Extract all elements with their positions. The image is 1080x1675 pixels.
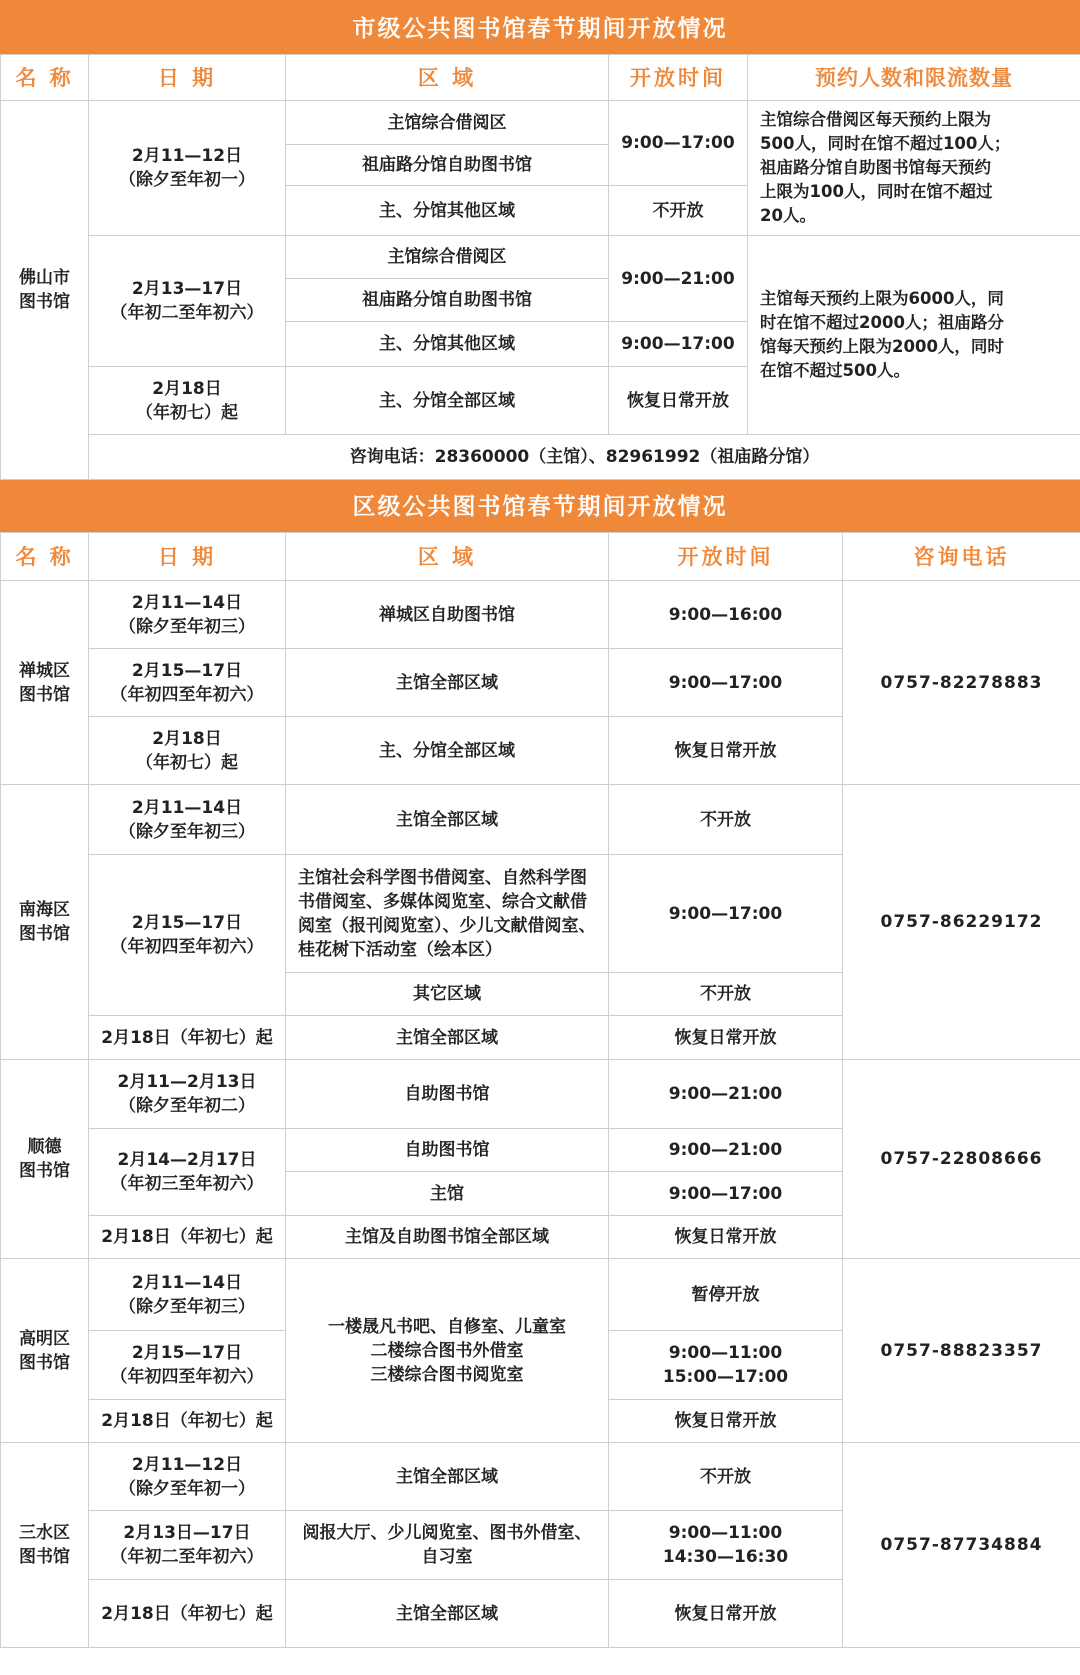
area-cell: 阅报大厅、少儿阅览室、图书外借室、 自习室 — [286, 1511, 609, 1580]
hours-cell: 9:00—17:00 — [609, 101, 748, 186]
library-name-sanshui: 三水区 图书馆 — [1, 1443, 89, 1648]
col-header-name: 名 称 — [1, 533, 89, 581]
date-cell: 2月11—2月13日 （除夕至年初二） — [89, 1060, 286, 1129]
area-cell: 自助图书馆 — [286, 1060, 609, 1129]
col-header-name: 名 称 — [1, 55, 89, 101]
area-cell: 主馆全部区域 — [286, 1580, 609, 1648]
city-library-table — [0, 54, 1080, 480]
area-cell: 主馆综合借阅区 — [286, 101, 609, 145]
district-section-title: 区级公共图书馆春节期间开放情况 — [0, 480, 1080, 532]
date-cell: 2月15—17日 （年初四至年初六） — [89, 855, 286, 1016]
phone-cell: 0757-82278883 — [843, 581, 1080, 785]
col-header-phone: 咨询电话 — [843, 533, 1080, 581]
area-cell: 主、分馆其他区域 — [286, 186, 609, 236]
hours-cell: 9:00—16:00 — [609, 581, 843, 649]
date-cell: 2月18日（年初七）起 — [89, 1016, 286, 1060]
col-header-date: 日 期 — [89, 533, 286, 581]
col-header-reservation: 预约人数和限流数量 — [748, 55, 1080, 101]
area-cell: 主馆全部区域 — [286, 1443, 609, 1511]
area-cell: 主馆及自助图书馆全部区域 — [286, 1216, 609, 1259]
hours-cell: 9:00—21:00 — [609, 236, 748, 322]
col-header-hours: 开放时间 — [609, 533, 843, 581]
reservation-note: 主馆综合借阅区每天预约上限为 500人，同时在馆不超过100人； 祖庙路分馆自助图书馆每天预约 上限为100人，同时在馆不超过 20人。 — [748, 101, 1080, 236]
date-cell: 2月13日—17日 （年初二至年初六） — [89, 1511, 286, 1580]
hours-cell: 9:00—17:00 — [609, 855, 843, 973]
phone-cell: 0757-87734884 — [843, 1443, 1080, 1648]
city-section-title: 市级公共图书馆春节期间开放情况 — [0, 0, 1080, 54]
date-cell: 2月15—17日 （年初四至年初六） — [89, 649, 286, 717]
date-cell: 2月18日（年初七）起 — [89, 1400, 286, 1443]
area-cell: 主馆社会科学图书借阅室、自然科学图 书借阅室、多媒体阅览室、综合文献借 阅室（报刊阅览室）、少儿文献借阅室、 桂花树下活动室（绘本区） — [286, 855, 609, 973]
area-cell: 自助图书馆 — [286, 1129, 609, 1172]
date-cell: 2月15—17日 （年初四至年初六） — [89, 1331, 286, 1400]
col-header-area: 区 域 — [286, 55, 609, 101]
hours-cell: 9:00—17:00 — [609, 322, 748, 367]
hours-cell: 恢复日常开放 — [609, 1400, 843, 1443]
col-header-area: 区 域 — [286, 533, 609, 581]
date-cell: 2月18日 （年初七）起 — [89, 367, 286, 435]
hours-cell: 暂停开放 — [609, 1259, 843, 1331]
col-header-hours: 开放时间 — [609, 55, 748, 101]
area-cell: 祖庙路分馆自助图书馆 — [286, 145, 609, 186]
date-cell: 2月11—12日 （除夕至年初一） — [89, 101, 286, 236]
hours-cell: 9:00—21:00 — [609, 1060, 843, 1129]
library-name-nanhai: 南海区 图书馆 — [1, 785, 89, 1060]
date-cell: 2月14—2月17日 （年初三至年初六） — [89, 1129, 286, 1216]
reservation-note: 主馆每天预约上限为6000人，同 时在馆不超过2000人；祖庙路分 馆每天预约上限为2000人，同时 在馆不超过500人。 — [748, 236, 1080, 435]
date-cell: 2月13—17日 （年初二至年初六） — [89, 236, 286, 367]
district-library-table — [0, 532, 1080, 1648]
area-cell: 主馆 — [286, 1172, 609, 1216]
area-cell: 其它区域 — [286, 973, 609, 1016]
area-cell: 主馆综合借阅区 — [286, 236, 609, 279]
library-name-chancheng: 禅城区 图书馆 — [1, 581, 89, 785]
hours-cell: 9:00—17:00 — [609, 649, 843, 717]
hours-cell: 不开放 — [609, 186, 748, 236]
area-cell: 主馆全部区域 — [286, 785, 609, 855]
library-name-gaoming: 高明区 图书馆 — [1, 1259, 89, 1443]
phone-cell: 0757-86229172 — [843, 785, 1080, 1060]
date-cell: 2月18日（年初七）起 — [89, 1580, 286, 1648]
library-name-foshan: 佛山市 图书馆 — [1, 101, 89, 480]
date-cell: 2月18日（年初七）起 — [89, 1216, 286, 1259]
date-cell: 2月11—14日 （除夕至年初三） — [89, 581, 286, 649]
hours-cell: 恢复日常开放 — [609, 717, 843, 785]
hours-cell: 恢复日常开放 — [609, 367, 748, 435]
hours-cell: 不开放 — [609, 785, 843, 855]
area-cell: 主、分馆其他区域 — [286, 322, 609, 367]
date-cell: 2月18日 （年初七）起 — [89, 717, 286, 785]
area-cell: 祖庙路分馆自助图书馆 — [286, 279, 609, 322]
hours-cell: 恢复日常开放 — [609, 1016, 843, 1060]
hours-cell: 恢复日常开放 — [609, 1216, 843, 1259]
library-name-shunde: 顺德 图书馆 — [1, 1060, 89, 1259]
hours-cell: 不开放 — [609, 1443, 843, 1511]
area-cell: 主、分馆全部区域 — [286, 367, 609, 435]
date-cell: 2月11—12日 （除夕至年初一） — [89, 1443, 286, 1511]
area-cell: 主馆全部区域 — [286, 649, 609, 717]
hours-cell: 恢复日常开放 — [609, 1580, 843, 1648]
phone-cell: 0757-22808666 — [843, 1060, 1080, 1259]
phone-cell: 0757-88823357 — [843, 1259, 1080, 1443]
area-cell: 主、分馆全部区域 — [286, 717, 609, 785]
hours-cell: 不开放 — [609, 973, 843, 1016]
area-cell: 一楼晟凡书吧、自修室、儿童室 二楼综合图书外借室 三楼综合图书阅览室 — [286, 1259, 609, 1443]
hours-cell: 9:00—21:00 — [609, 1129, 843, 1172]
hours-cell: 9:00—11:00 14:30—16:30 — [609, 1511, 843, 1580]
hours-cell: 9:00—17:00 — [609, 1172, 843, 1216]
hours-cell: 9:00—11:00 15:00—17:00 — [609, 1331, 843, 1400]
area-cell: 主馆全部区域 — [286, 1016, 609, 1060]
date-cell: 2月11—14日 （除夕至年初三） — [89, 785, 286, 855]
date-cell: 2月11—14日 （除夕至年初三） — [89, 1259, 286, 1331]
area-cell: 禅城区自助图书馆 — [286, 581, 609, 649]
col-header-date: 日 期 — [89, 55, 286, 101]
contact-phone: 咨询电话：28360000（主馆）、82961992（祖庙路分馆） — [89, 435, 1080, 480]
